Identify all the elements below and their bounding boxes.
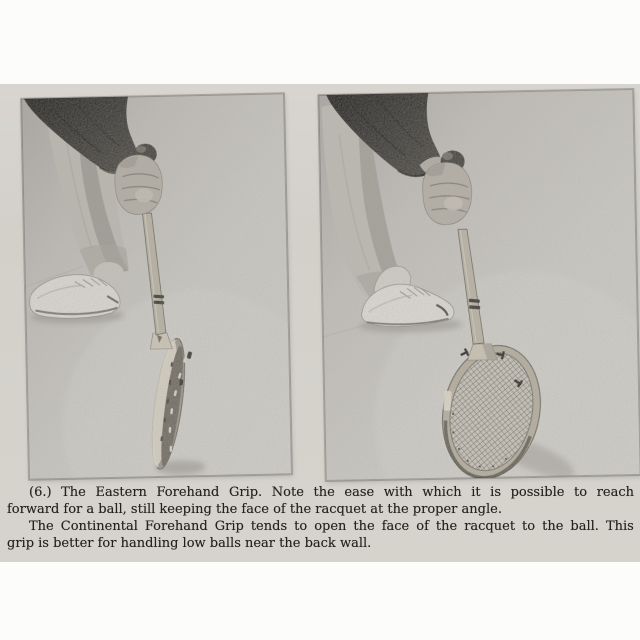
figure-caption xyxy=(7,484,634,552)
caption-line-2: forward for a ball, still keeping the face of the racquet at the proper angle. xyxy=(7,502,502,517)
caption-line-3: The Continental Forehand Grip tends to open the face of the racquet to the ball. This xyxy=(29,519,634,534)
caption-line-4: grip is better for handling low balls near the back wall. xyxy=(7,536,372,551)
eastern-forehand-grip-photo xyxy=(21,93,292,479)
continental-grip-illustration xyxy=(318,89,640,481)
continental-forehand-grip-photo xyxy=(318,89,640,481)
caption-line-1: (6.) The Eastern Forehand Grip. Note the ease with which it is possible to reach xyxy=(29,485,634,500)
eastern-grip-illustration xyxy=(21,93,292,479)
